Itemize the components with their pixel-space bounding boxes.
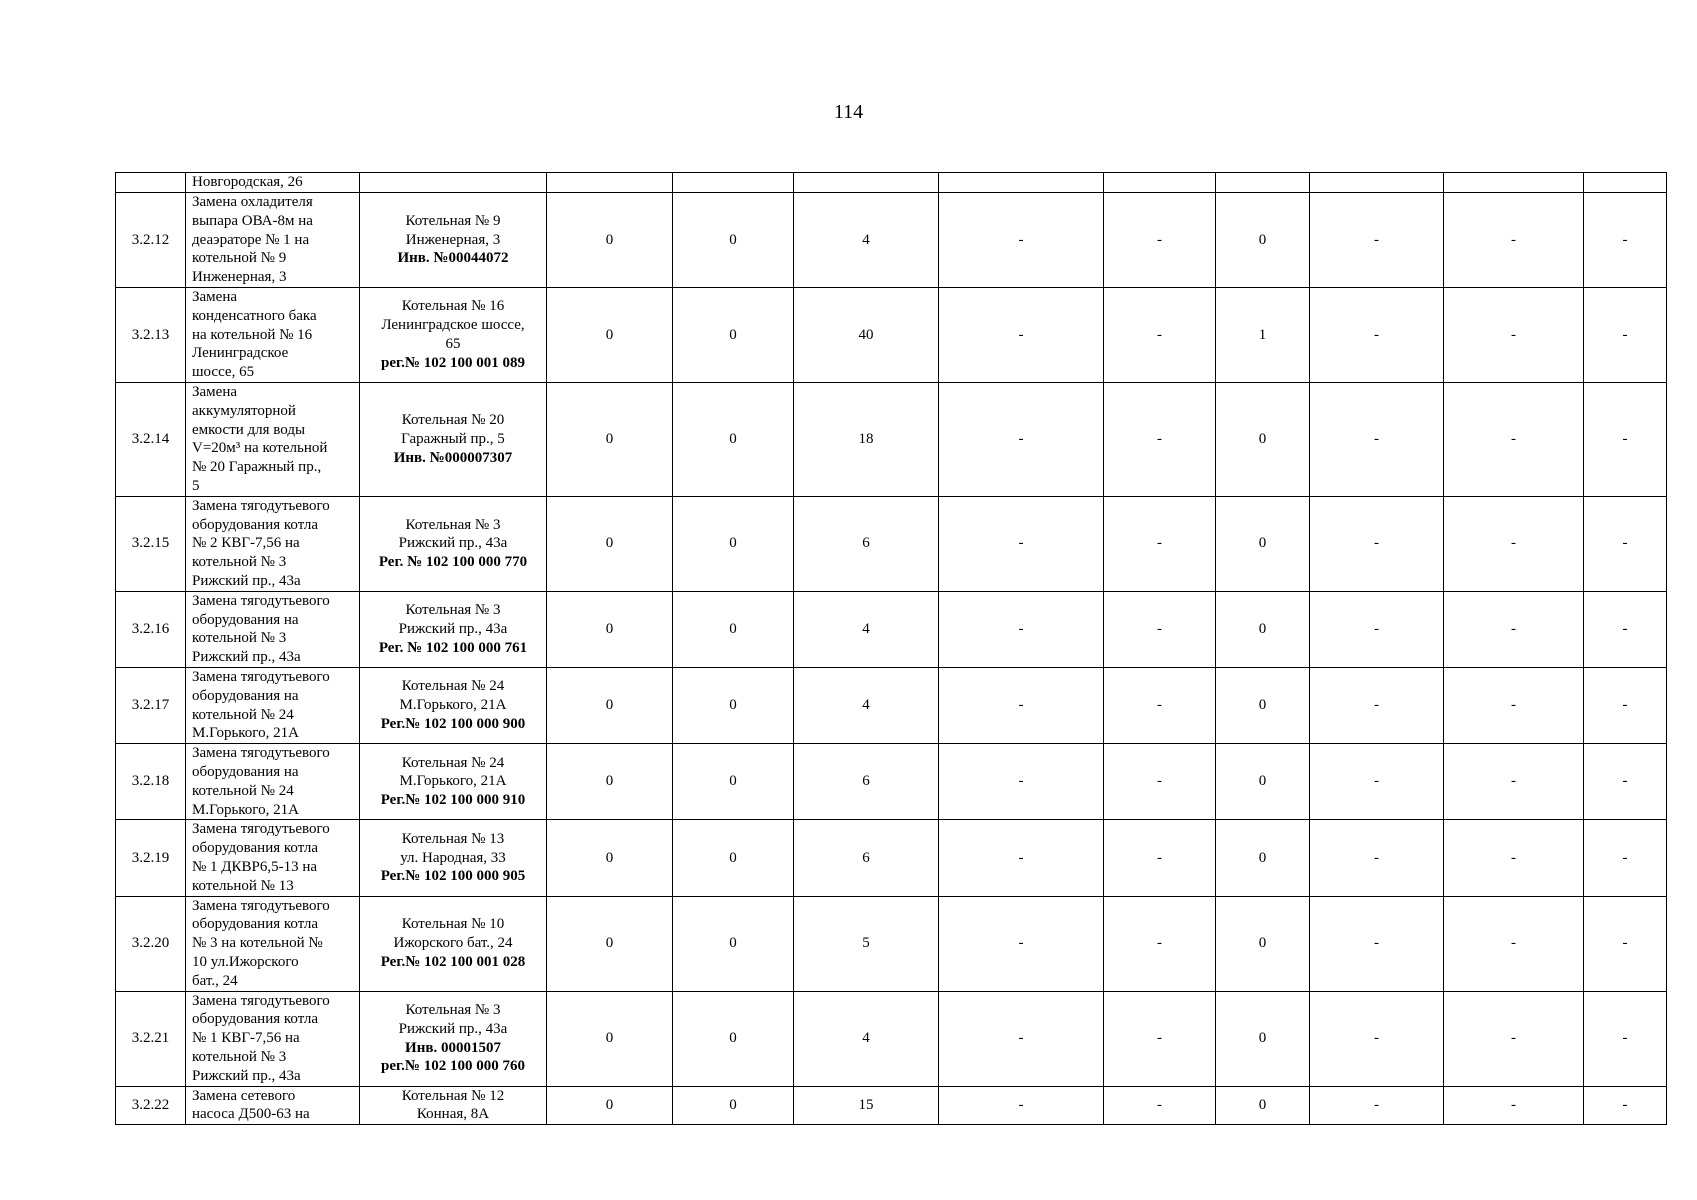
value-cell: 0 [547, 193, 673, 288]
value-cell: - [1444, 383, 1584, 497]
value-cell: - [1444, 591, 1584, 667]
object-line: Рижский пр., 43а [398, 620, 508, 637]
description-line: Рижский пр., 43а [192, 572, 301, 589]
description-line: Замена тягодутьевого [192, 592, 330, 609]
object-line: Котельная № 9 [405, 212, 501, 229]
work-description-cell [186, 173, 360, 193]
value-cell: 6 [794, 744, 939, 820]
value-cell: - [1310, 496, 1444, 591]
object-line: Гаражный пр., 5 [401, 430, 505, 447]
value-cell: 0 [673, 991, 794, 1086]
value-cell: - [939, 744, 1104, 820]
description-line: шоссе, 65 [192, 364, 255, 381]
value-cell: 0 [673, 744, 794, 820]
row-number-cell: 3.2.21 [116, 991, 186, 1086]
object-line: Котельная № 12 [401, 1087, 505, 1104]
object-line: Ижорского бат., 24 [393, 935, 513, 952]
value-cell: - [1104, 383, 1216, 497]
row-number-cell: 3.2.20 [116, 896, 186, 991]
work-description-cell [186, 667, 360, 743]
work-description-cell [186, 1086, 360, 1125]
value-cell: 4 [794, 591, 939, 667]
description-line: Замена охладителя [192, 194, 313, 210]
value-cell [1584, 173, 1667, 193]
value-cell: - [939, 288, 1104, 383]
registration-number: Рег.№ 102 100 000 900 [380, 715, 526, 732]
description-line: Инженерная, 3 [192, 269, 287, 286]
work-description-cell [186, 383, 360, 497]
value-cell: - [1104, 591, 1216, 667]
description-line: котельной № 3 [192, 630, 287, 647]
table-row [116, 896, 1667, 991]
description-line: оборудования котла [192, 840, 319, 857]
value-cell: 0 [1216, 991, 1310, 1086]
value-cell: 0 [673, 193, 794, 288]
table-row [116, 193, 1667, 288]
value-cell: - [1104, 820, 1216, 896]
value-cell: 0 [1216, 496, 1310, 591]
table-row [116, 991, 1667, 1086]
description-line: оборудования котла [192, 1011, 319, 1028]
value-cell: 4 [794, 193, 939, 288]
value-cell: 5 [794, 896, 939, 991]
table-row [116, 173, 1667, 193]
value-cell: - [1104, 496, 1216, 591]
value-cell: 0 [547, 1086, 673, 1125]
work-description-cell [186, 896, 360, 991]
row-number-cell: 3.2.15 [116, 496, 186, 591]
work-description-cell [186, 591, 360, 667]
description-line: № 20 Гаражный пр., [192, 459, 322, 476]
value-cell: 0 [673, 667, 794, 743]
value-cell: - [939, 496, 1104, 591]
value-cell: - [1444, 193, 1584, 288]
description-line: 5 [192, 477, 200, 494]
value-cell: - [939, 591, 1104, 667]
value-cell: 40 [794, 288, 939, 383]
object-line: 65 [445, 336, 461, 352]
value-cell: 6 [794, 496, 939, 591]
description-line: аккумуляторной [192, 402, 296, 419]
value-cell [794, 173, 939, 193]
value-cell: 0 [1216, 193, 1310, 288]
value-cell: - [1310, 383, 1444, 497]
value-cell: - [1584, 991, 1667, 1086]
description-line: бат., 24 [192, 972, 238, 989]
work-description-cell [186, 820, 360, 896]
value-cell [939, 173, 1104, 193]
registration-number: Рег.№ 102 100 000 910 [380, 792, 526, 809]
registration-number: Рег. № 102 100 000 770 [378, 554, 528, 571]
table-row [116, 744, 1667, 820]
value-cell: - [1310, 744, 1444, 820]
description-line: котельной № 24 [192, 706, 294, 723]
table-row [116, 1086, 1667, 1125]
value-cell: - [939, 991, 1104, 1086]
description-line: Замена тягодутьевого [192, 745, 330, 762]
value-cell: - [1310, 591, 1444, 667]
object-line: Котельная № 20 [401, 412, 505, 429]
value-cell: 0 [673, 591, 794, 667]
value-cell: 0 [1216, 383, 1310, 497]
row-number-cell: 3.2.19 [116, 820, 186, 896]
value-cell: - [1104, 991, 1216, 1086]
object-cell [360, 383, 547, 497]
row-number-cell [116, 173, 186, 193]
description-line: оборудования на [192, 763, 299, 780]
object-line: Котельная № 3 [405, 516, 501, 533]
description-line: котельной № 24 [192, 782, 294, 799]
table-row [116, 288, 1667, 383]
object-cell [360, 1086, 547, 1125]
object-line: Котельная № 24 [401, 754, 505, 771]
value-cell: - [1584, 193, 1667, 288]
object-cell [360, 591, 547, 667]
description-line: котельной № 13 [192, 877, 294, 894]
value-cell: - [1104, 667, 1216, 743]
description-line: № 1 КВГ-7,56 на [192, 1030, 300, 1047]
table-row [116, 820, 1667, 896]
value-cell: 0 [1216, 667, 1310, 743]
description-line: Замена [192, 289, 238, 305]
value-cell: - [1584, 1086, 1667, 1125]
registration-number: Инв. 00001507 [405, 1039, 501, 1056]
value-cell: - [1584, 896, 1667, 991]
description-line: V=20м³ на котельной [192, 440, 328, 457]
value-cell: 0 [1216, 744, 1310, 820]
object-cell [360, 820, 547, 896]
data-table [115, 172, 1667, 1125]
value-cell [673, 173, 794, 193]
object-line: Ленинградское шоссе, [381, 317, 525, 334]
description-line: Замена тягодутьевого [192, 897, 330, 914]
value-cell: - [939, 896, 1104, 991]
value-cell [1216, 173, 1310, 193]
object-line: Котельная № 3 [405, 602, 501, 619]
value-cell: - [1310, 667, 1444, 743]
value-cell: - [1310, 820, 1444, 896]
description-line: деаэраторе № 1 на [192, 231, 310, 248]
value-cell: - [1584, 744, 1667, 820]
description-line: Замена тягодутьевого [192, 992, 330, 1009]
object-line: Котельная № 16 [401, 298, 505, 315]
work-description-cell [186, 991, 360, 1086]
value-cell: - [1584, 667, 1667, 743]
object-line: Рижский пр., 43а [398, 1020, 508, 1037]
work-description-cell [186, 193, 360, 288]
object-line: М.Горького, 21А [399, 697, 507, 714]
object-cell [360, 288, 547, 383]
value-cell [1444, 173, 1584, 193]
row-number-cell: 3.2.18 [116, 744, 186, 820]
value-cell: 0 [673, 383, 794, 497]
object-cell [360, 496, 547, 591]
value-cell: - [1584, 820, 1667, 896]
object-line: Инженерная, 3 [405, 231, 501, 248]
value-cell: 0 [547, 744, 673, 820]
value-cell: 0 [673, 496, 794, 591]
value-cell: - [939, 193, 1104, 288]
object-line: Котельная № 13 [401, 830, 505, 847]
value-cell [547, 173, 673, 193]
value-cell: - [1584, 288, 1667, 383]
work-description-cell [186, 496, 360, 591]
object-cell [360, 896, 547, 991]
value-cell: - [1104, 193, 1216, 288]
value-cell: 0 [1216, 591, 1310, 667]
value-cell: - [1584, 496, 1667, 591]
value-cell: - [1444, 991, 1584, 1086]
value-cell: 0 [547, 896, 673, 991]
description-line: котельной № 3 [192, 1048, 287, 1065]
table-row [116, 667, 1667, 743]
description-line: оборудования на [192, 687, 299, 704]
description-line: емкости для воды [192, 421, 306, 438]
value-cell: - [1310, 288, 1444, 383]
value-cell: - [1584, 383, 1667, 497]
object-line: М.Горького, 21А [399, 773, 507, 790]
registration-number: Инв. №000007307 [393, 449, 513, 466]
description-line: М.Горького, 21А [192, 801, 299, 818]
table-row [116, 383, 1667, 497]
value-cell: - [939, 383, 1104, 497]
registration-number: Рег. № 102 100 000 761 [378, 639, 528, 656]
value-cell: 0 [673, 820, 794, 896]
work-description-cell [186, 288, 360, 383]
value-cell: - [939, 667, 1104, 743]
description-line: Рижский пр., 43а [192, 649, 301, 666]
row-number-cell: 3.2.13 [116, 288, 186, 383]
object-line: Котельная № 10 [401, 916, 505, 933]
value-cell: 4 [794, 667, 939, 743]
value-cell: - [1310, 193, 1444, 288]
value-cell: 0 [547, 991, 673, 1086]
value-cell: 18 [794, 383, 939, 497]
value-cell: 0 [673, 1086, 794, 1125]
description-line: Рижский пр., 43а [192, 1067, 301, 1084]
value-cell: 0 [673, 896, 794, 991]
description-line: Новгородская, 26 [192, 174, 303, 191]
description-line: котельной № 3 [192, 554, 287, 571]
value-cell: - [939, 1086, 1104, 1125]
description-line: № 1 ДКВР6,5-13 на [192, 858, 318, 875]
value-cell: - [1444, 667, 1584, 743]
description-line: на котельной № 16 [192, 326, 313, 343]
object-line: Котельная № 3 [405, 1001, 501, 1018]
page-number: 114 [833, 101, 864, 123]
description-line: Замена тягодутьевого [192, 668, 330, 685]
object-line: Котельная № 24 [401, 678, 505, 695]
description-line: насоса Д500-63 на [192, 1106, 310, 1123]
object-cell [360, 193, 547, 288]
value-cell: 0 [1216, 820, 1310, 896]
value-cell: - [1444, 496, 1584, 591]
value-cell: - [1310, 896, 1444, 991]
value-cell: - [1444, 288, 1584, 383]
registration-number: Рег.№ 102 100 000 905 [380, 868, 526, 885]
value-cell: - [1104, 896, 1216, 991]
object-line: Конная, 8А [416, 1106, 490, 1123]
value-cell: 15 [794, 1086, 939, 1125]
value-cell: - [1310, 991, 1444, 1086]
description-line: № 2 КВГ-7,56 на [192, 535, 300, 552]
value-cell: 0 [1216, 896, 1310, 991]
description-line: выпара ОВА-8м на [192, 212, 313, 229]
registration-number: рег.№ 102 100 001 089 [381, 354, 525, 371]
description-line: Замена [192, 384, 238, 400]
description-line: оборудования котла [192, 516, 319, 533]
value-cell [1310, 173, 1444, 193]
value-cell: 0 [547, 496, 673, 591]
row-number-cell: 3.2.14 [116, 383, 186, 497]
object-cell [360, 744, 547, 820]
value-cell: - [1444, 1086, 1584, 1125]
value-cell: 0 [547, 591, 673, 667]
registration-number: рег.№ 102 100 000 760 [381, 1058, 525, 1075]
registration-number: Инв. №00044072 [397, 250, 509, 267]
value-cell: - [1310, 1086, 1444, 1125]
value-cell: 0 [547, 288, 673, 383]
work-description-cell [186, 744, 360, 820]
row-number-cell: 3.2.12 [116, 193, 186, 288]
value-cell: - [1444, 896, 1584, 991]
value-cell: 1 [1216, 288, 1310, 383]
description-line: № 3 на котельной № [192, 935, 323, 952]
object-line: Рижский пр., 43а [398, 535, 508, 552]
value-cell: - [1444, 820, 1584, 896]
value-cell: - [1104, 744, 1216, 820]
description-line: оборудования на [192, 611, 299, 628]
value-cell: - [939, 820, 1104, 896]
value-cell: 6 [794, 820, 939, 896]
object-line: ул. Народная, 33 [400, 849, 506, 866]
description-line: Замена сетевого [192, 1087, 296, 1104]
value-cell: - [1444, 744, 1584, 820]
row-number-cell: 3.2.17 [116, 667, 186, 743]
row-number-cell: 3.2.22 [116, 1086, 186, 1125]
description-line: Ленинградское [192, 345, 289, 362]
description-line: 10 ул.Ижорского [192, 953, 299, 970]
description-line: конденсатного бака [192, 307, 317, 324]
value-cell: - [1104, 1086, 1216, 1125]
object-cell [360, 667, 547, 743]
description-line: М.Горького, 21А [192, 725, 299, 742]
value-cell [1104, 173, 1216, 193]
description-line: оборудования котла [192, 916, 319, 933]
description-line: котельной № 9 [192, 250, 287, 267]
table-row [116, 591, 1667, 667]
description-line: Замена тягодутьевого [192, 821, 330, 838]
object-cell [360, 991, 547, 1086]
description-line: Замена тягодутьевого [192, 497, 330, 514]
row-number-cell: 3.2.16 [116, 591, 186, 667]
table-row [116, 496, 1667, 591]
value-cell: 0 [547, 667, 673, 743]
value-cell: 0 [1216, 1086, 1310, 1125]
registration-number: Рег.№ 102 100 001 028 [380, 953, 526, 970]
value-cell: 0 [673, 288, 794, 383]
value-cell: 4 [794, 991, 939, 1086]
value-cell: - [1584, 591, 1667, 667]
value-cell: 0 [547, 383, 673, 497]
value-cell: - [1104, 288, 1216, 383]
object-cell [360, 173, 547, 193]
value-cell: 0 [547, 820, 673, 896]
